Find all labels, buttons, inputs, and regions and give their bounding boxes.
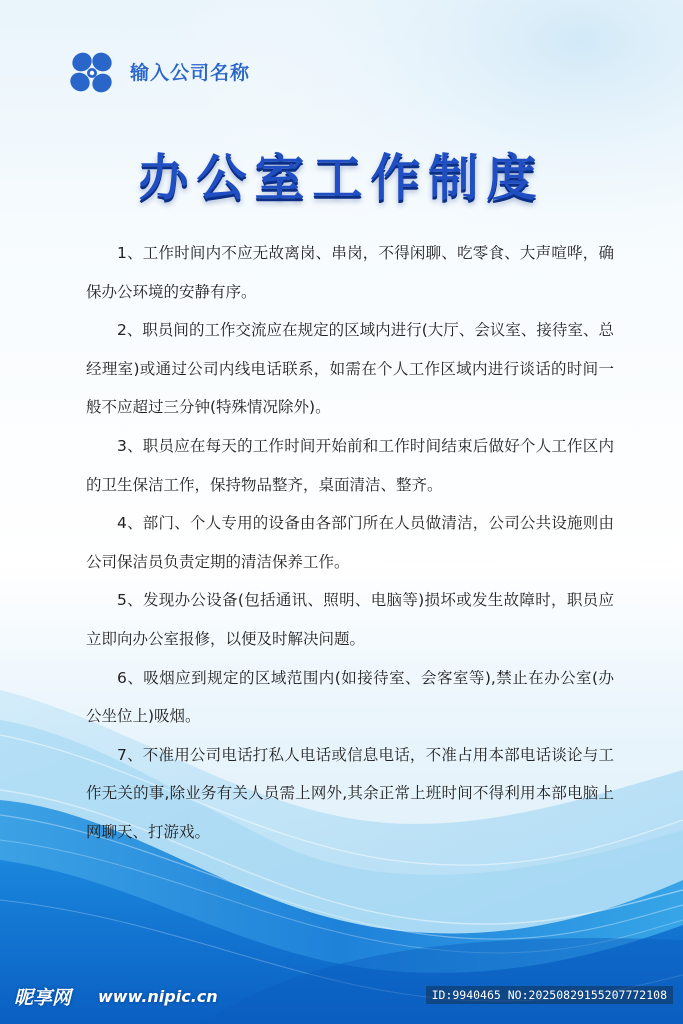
rule-item: 3、职员应在每天的工作时间开始前和工作时间结束后做好个人工作区内的卫生保洁工作，保持物品整齐，桌面清洁、整齐。 xyxy=(86,436,614,494)
rule-item: 7、不准用公司电话打私人电话或信息电话，不准占用本部电话谈论与工作无关的事,除业务有关人员需上网外,其余正常上班时间不得利用本部电脑上网聊天、打游戏。 xyxy=(86,745,614,841)
rules-list xyxy=(86,234,614,852)
rule-item: 1、工作时间内不应无故离岗、串岗，不得闲聊、吃零食、大声喧哗，确保办公环境的安静有序。 xyxy=(86,244,614,301)
rule-item: 2、职员间的工作交流应在规定的区域内进行(大厅、会议室、接待室、总经理室)或通过公司内线电话联系，如需在个人工作区域内进行谈话的时间一般不应超过三分钟(特殊情况除外)。 xyxy=(86,321,614,417)
watermark-logo: 昵享网 xyxy=(14,987,72,1009)
rule-item: 6、吸烟应到规定的区域范围内(如接待室、会客室等),禁止在办公室(办公坐位上)吸烟。 xyxy=(86,668,614,726)
watermark-site: www.nipic.cn xyxy=(98,987,218,1006)
watermark-id: ID:9940465 NO:20250829155207772108 xyxy=(426,986,673,1004)
rule-item: 5、发现办公设备(包括通讯、照明、电脑等)损坏或发生故障时，职员应立即向办公室报修，以便及时解决问题。 xyxy=(86,591,614,648)
four-petal-clover-icon xyxy=(66,48,118,100)
company-name: 输入公司名称 xyxy=(130,62,251,84)
rule-item: 4、部门、个人专用的设备由各部门所在人员做清洁，公司公共设施则由公司保洁员负责定期的清洁保养工作。 xyxy=(86,514,614,571)
page-title: 办公室工作制度 xyxy=(138,149,545,207)
